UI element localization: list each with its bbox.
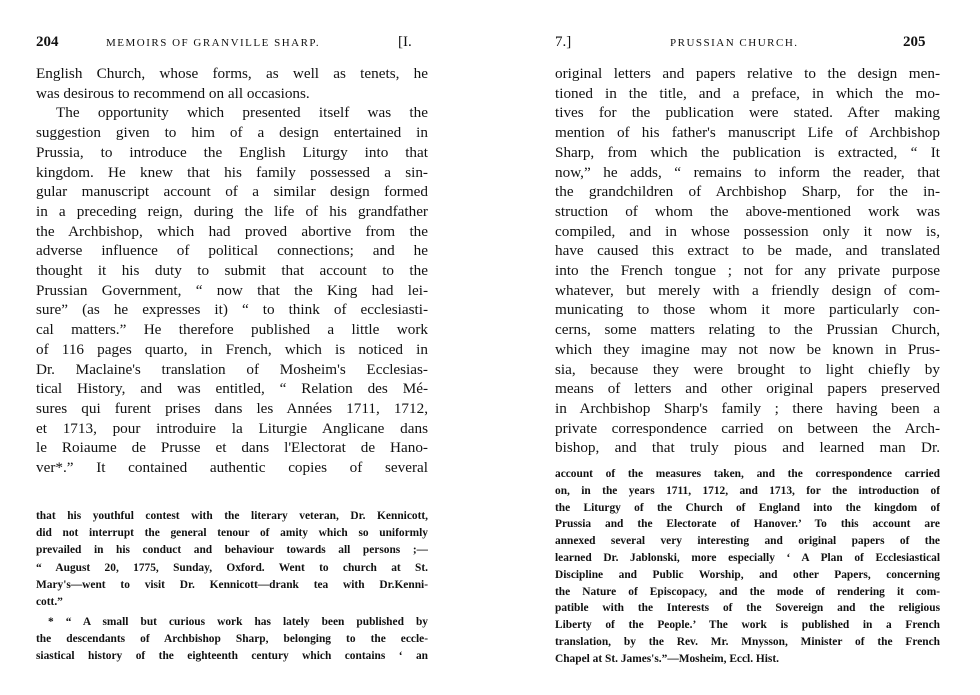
body-line: le Roiaume de Prusse et dans l'Electorat de Hano- xyxy=(36,439,428,457)
body-line: compiled, and in whose possession only it now is, xyxy=(555,222,940,240)
footnote-line: siastical history of the eighteenth century which contains ‘ an xyxy=(36,650,428,663)
body-line: have caused this extract to be made, and translated xyxy=(555,242,940,260)
body-line: Prussian Government, “ now that the King had lei- xyxy=(36,281,428,299)
body-line: tioned in the title, and a preface, in which the mo- xyxy=(555,84,940,102)
footnote-line: on, in the years 1711, 1712, and 1713, for the introduction of xyxy=(555,484,940,497)
body-line: cal matters.” He therefore published a little work xyxy=(36,321,428,339)
body-line: the grandchildren of Archbishop Sharp, for the in- xyxy=(555,183,940,201)
body-line: Sharp, from which the publication is extracted, “ It xyxy=(555,143,940,161)
body-line: struction of whom the above-mentioned work was xyxy=(555,202,940,220)
body-line: thought it his duty to submit that account to the xyxy=(36,262,428,279)
body-line: tives for the publication were stated. After making xyxy=(555,104,940,122)
body-line: in a preceding reign, during the life of his grandfather xyxy=(36,202,428,220)
body-line: Dr. Maclaine's translation of Mosheim's Ecclesias- xyxy=(36,360,428,378)
footnote-line: account of the measures taken, and the correspondence carried xyxy=(555,468,940,480)
footnote-line: that his youthful contest with the literary veteran, Dr. Kennicott, xyxy=(36,510,428,522)
body-line: et 1713, pour introduire la Liturgie Anglicane dans xyxy=(36,419,428,437)
body-line: of 116 pages quarto, in French, which is noticed in xyxy=(36,340,428,358)
footnote-line: Discipline and Public Worship, and other Papers, concerning xyxy=(555,568,940,581)
left-chapter-mark: [I. xyxy=(398,34,412,50)
body-line: Prussia, to introduce the English Liturgy into that xyxy=(36,143,428,161)
footnote-line: cott.” xyxy=(36,596,63,608)
footnote-line: did not interrupt the general tenour of amity which so uniformly xyxy=(36,527,428,540)
body-line: tical History, and was entitled, “ Relation des Mé- xyxy=(36,380,428,398)
body-line: suggestion given to him of a design entertained in xyxy=(36,124,428,142)
right-chapter-mark: 7.] xyxy=(555,34,572,50)
footnote-line: Mary's—went to visit Dr. Kennicott—drank tea with Dr.Kenni- xyxy=(36,578,428,591)
left-running-title: MEMOIRS OF GRANVILLE SHARP. xyxy=(106,37,321,49)
body-line: original letters and papers relative to the design men- xyxy=(555,65,940,82)
body-line: sures qui furent prises dans les Années 1711, 1712, xyxy=(36,399,428,417)
footnote-line: the Liturgy of the Church of England into the kingdom of xyxy=(555,501,940,514)
body-line: sure” (as he expresses it) “ to think of ecclesiasti- xyxy=(36,301,428,319)
footnote-line: Chapel at St. James's.”—Mosheim, Eccl. Hist. xyxy=(555,652,780,665)
body-line: The opportunity which presented itself was the xyxy=(56,104,428,122)
footnote-line: the descendants of Archbishop Sharp, belonging to the eccle- xyxy=(36,633,428,646)
body-line: sia, because they were brought to light chiefly by xyxy=(555,360,940,378)
body-line: gular manuscript account of a similar design formed xyxy=(36,183,428,201)
right-running-head xyxy=(555,34,940,54)
footnote-line: translation, by the Rev. Mr. Mnysson, Minister of the French xyxy=(555,636,940,648)
footnote-line: Liberty of the People.’ The work is published in a French xyxy=(555,619,940,632)
footnote-line: the Nature of Episcopacy, and the mode of rendering it com- xyxy=(555,585,940,598)
body-line: which they imagine may not now be known in Prus- xyxy=(555,340,940,358)
left-running-head xyxy=(36,34,428,54)
footnote-line: Prussia and the Electorate of Hanover.’ To this account are xyxy=(555,518,940,531)
body-line: in Archbishop Sharp's family ; there having been a xyxy=(555,399,940,417)
left-page-number: 204 xyxy=(36,34,59,50)
body-line: the Archbishop, which had proved abortive from the xyxy=(36,222,428,240)
body-line: kingdom. He knew that his family possessed a sin- xyxy=(36,163,428,181)
body-line: ver*.” It contained authentic copies of several xyxy=(36,459,428,476)
body-line: English Church, whose forms, as well as tenets, he xyxy=(36,65,428,82)
footnote-line: prevailed in his conduct and behaviour towards all persons ;— xyxy=(36,544,428,557)
body-line: municating to those whom it more particularly con- xyxy=(555,301,940,319)
body-line: private correspondence carried on between the Arch- xyxy=(555,419,940,437)
right-page-number: 205 xyxy=(903,34,926,50)
body-line: mention of his father's manuscript Life of Archbishop xyxy=(555,124,940,142)
body-line: cerns, some matters relating to the Prussian Church, xyxy=(555,321,940,339)
body-line: bishop, and that truly pious and learned man Dr. xyxy=(555,439,940,457)
footnote-line: annexed several very interesting and original papers of the xyxy=(555,535,940,548)
right-running-title: PRUSSIAN CHURCH. xyxy=(670,37,799,49)
body-line: into the French tongue ; not for any private purpose xyxy=(555,262,940,279)
body-line: adverse influence of political connections; and he xyxy=(36,242,428,260)
footnote-line: * “ A small but curious work has lately been published by xyxy=(48,616,428,628)
body-line: whatever, but merely with a friendly design of com- xyxy=(555,281,940,299)
footnote-line: learned Dr. Jablonski, more especially ‘ A Plan of Ecclesiastical xyxy=(555,552,940,564)
body-line: means of letters and other original papers preserved xyxy=(555,380,940,398)
footnote-line: patible with the Interests of the Sovereign and the religious xyxy=(555,602,940,615)
footnote-line: “ August 20, 1775, Sunday, Oxford. Went to church at St. xyxy=(36,561,428,574)
body-line: was desirous to recommend on all occasions. xyxy=(36,84,310,102)
body-line: now,” he adds, “ remains to inform the reader, that xyxy=(555,163,940,181)
